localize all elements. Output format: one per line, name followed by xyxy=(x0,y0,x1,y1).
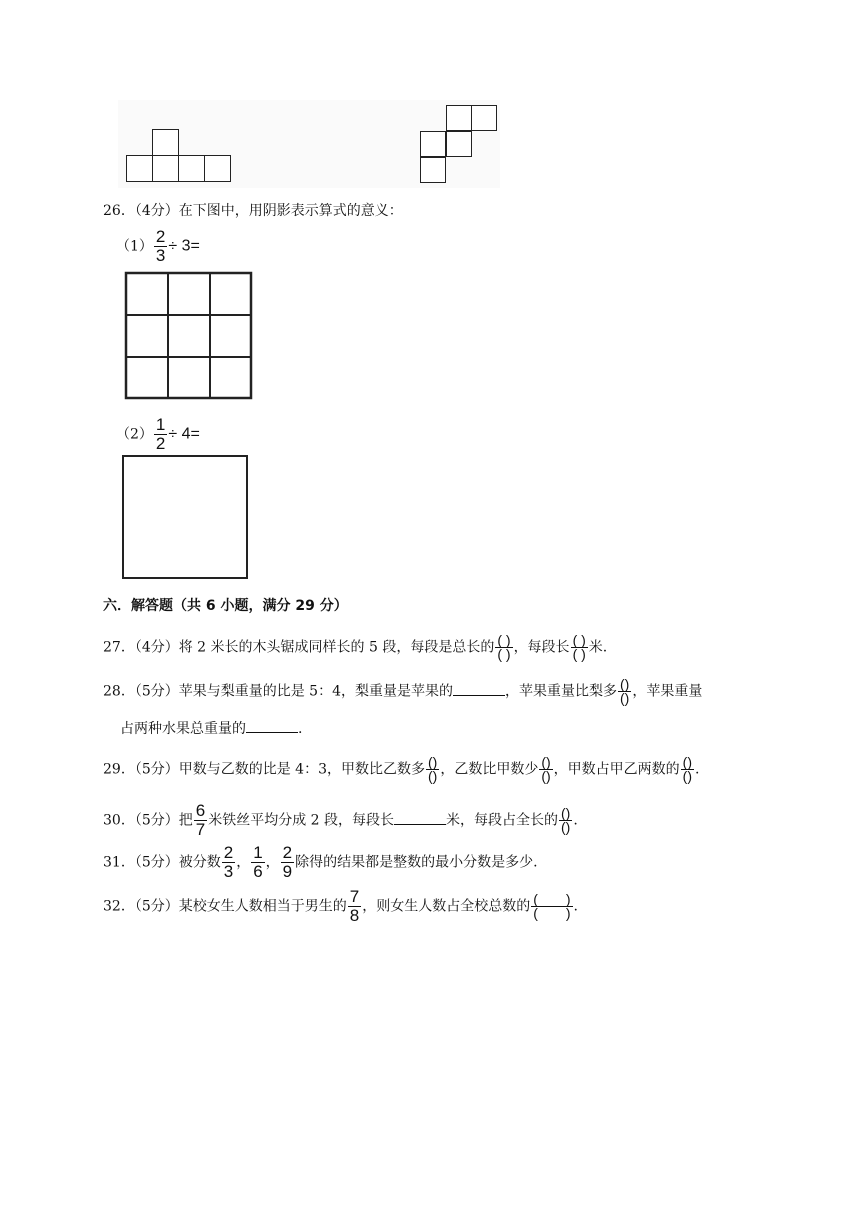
fraction-denominator: ( ) xyxy=(572,646,586,662)
q27-text: ，每段长 xyxy=(513,639,570,656)
q32-text: . xyxy=(573,898,578,915)
q30-answer-fraction[interactable] xyxy=(559,807,572,834)
q28-answer-blank-1[interactable] xyxy=(453,681,505,696)
q32-text: ，则女生人数占全校总数的 xyxy=(362,898,531,915)
q28-text: 占两种水果总重量的 xyxy=(120,721,246,737)
fraction-numerator: 2 xyxy=(282,843,293,862)
q29-answer-fraction-2[interactable] xyxy=(539,756,552,783)
section-heading: 六．解答题（共 6 小题，满分 29 分） xyxy=(103,598,348,614)
fraction-denominator: () xyxy=(682,768,692,784)
fraction-numerator: 2 xyxy=(223,843,234,862)
q29-answer-fraction-3[interactable] xyxy=(681,756,694,783)
net-right-cell xyxy=(446,131,472,157)
q31-text: 除得的结果都是整数的最小分数是多少. xyxy=(295,854,538,871)
net-right-cell xyxy=(420,131,446,157)
fraction-numerator: () xyxy=(561,805,571,821)
fraction-denominator: () xyxy=(541,768,551,784)
question-30 xyxy=(103,802,578,839)
fraction-denominator: ( ) xyxy=(497,646,511,662)
q26-part2-operation: ÷ 4= xyxy=(168,425,200,443)
q27-answer-fraction-1[interactable] xyxy=(495,634,512,661)
fraction-denominator: 3 xyxy=(223,862,234,881)
q29-text: ，乙数比甲数少 xyxy=(440,761,539,778)
q28-text: ，苹果重量比梨多 xyxy=(505,683,617,700)
net-right-cell xyxy=(446,105,472,131)
q26-part1-fraction xyxy=(154,228,167,265)
question-27 xyxy=(103,634,607,661)
fraction-numerator: ( ) xyxy=(533,891,571,907)
q26-part2-expression xyxy=(116,416,200,453)
fraction-denominator: 8 xyxy=(349,906,360,925)
q28-text: ，苹果重量 xyxy=(632,683,703,700)
net-left-cell xyxy=(204,155,231,182)
net-left-cell xyxy=(178,155,205,182)
question-32 xyxy=(103,888,578,925)
q26-part1-label: （1） xyxy=(116,238,153,255)
q27-text: 米. xyxy=(588,639,608,656)
net-left-cell xyxy=(126,155,153,182)
fraction-numerator: () xyxy=(620,676,630,692)
q29-text: 29．（5分）甲数与乙数的比是 4：3，甲数比乙数多 xyxy=(103,761,425,778)
q28-answer-blank-2[interactable] xyxy=(246,718,298,733)
q30-answer-blank[interactable] xyxy=(394,810,446,825)
q30-text: 30．（5分）把 xyxy=(103,812,193,829)
q30-text: 米铁丝平均分成 2 段，每段长 xyxy=(208,812,395,829)
fraction-denominator: () xyxy=(561,819,571,835)
fraction-numerator: ( ) xyxy=(572,632,586,648)
fraction-numerator: 1 xyxy=(253,843,263,862)
q26-part1-expression xyxy=(116,228,200,265)
fraction-numerator: () xyxy=(541,754,551,770)
q32-fraction xyxy=(348,888,361,925)
net-right-cell xyxy=(471,105,497,131)
fraction-numerator: 6 xyxy=(195,801,206,820)
question-26-heading: 26．（4分）在下图中，用阴影表示算式的意义： xyxy=(103,203,403,219)
q30-text: . xyxy=(573,812,578,829)
fraction-numerator: () xyxy=(682,754,692,770)
q26-part2-label: （2） xyxy=(116,426,153,443)
question-28-cont xyxy=(120,718,302,739)
q28-text: 28．（5分）苹果与梨重量的比是 5：4，梨重量是苹果的 xyxy=(103,683,453,700)
net-left-cell xyxy=(152,155,179,182)
q26-part2-fraction xyxy=(154,416,167,453)
q26-part1-operation: ÷ 3= xyxy=(168,237,200,255)
fraction-numerator: 7 xyxy=(349,887,360,906)
question-29 xyxy=(103,756,699,783)
q31-fraction-2 xyxy=(251,844,264,881)
fraction-denominator: ( ) xyxy=(533,905,571,921)
q32-answer-fraction[interactable] xyxy=(531,893,572,920)
fraction-numerator: 2 xyxy=(155,227,166,246)
question-31 xyxy=(103,844,538,881)
fraction-denominator: 3 xyxy=(155,246,166,265)
net-right-cell xyxy=(420,157,446,183)
q31-separator: ， xyxy=(236,854,251,871)
q28-text: . xyxy=(298,721,303,737)
q31-fraction-1 xyxy=(222,844,235,881)
q26-blank-square[interactable] xyxy=(122,455,248,579)
net-left-cell xyxy=(152,129,179,156)
q29-text: ，甲数占甲乙两数的 xyxy=(553,761,680,778)
fraction-numerator: ( ) xyxy=(497,632,511,648)
q31-text: 31．（5分）被分数 xyxy=(103,854,221,871)
q29-text: . xyxy=(694,761,700,778)
fraction-numerator: 1 xyxy=(155,415,166,434)
q31-separator: ， xyxy=(265,854,280,871)
q27-answer-fraction-2[interactable] xyxy=(571,634,588,661)
fraction-numerator: () xyxy=(428,754,438,770)
q26-grid-3x3[interactable] xyxy=(124,271,254,401)
q29-answer-fraction-1[interactable] xyxy=(426,756,439,783)
fraction-denominator: () xyxy=(428,768,438,784)
fraction-denominator: () xyxy=(620,690,630,706)
fraction-denominator: 7 xyxy=(195,820,206,839)
fraction-denominator: 6 xyxy=(253,862,263,881)
fraction-denominator: 2 xyxy=(155,434,166,453)
q32-text: 32．（5分）某校女生人数相当于男生的 xyxy=(103,898,347,915)
q30-fraction xyxy=(194,802,207,839)
q28-answer-fraction[interactable] xyxy=(618,678,631,705)
q31-fraction-3 xyxy=(281,844,294,881)
q27-text: 27．（4分）将 2 米长的木头锯成同样长的 5 段，每段是总长的 xyxy=(103,639,495,656)
question-28 xyxy=(103,678,702,705)
fraction-denominator: 9 xyxy=(282,862,293,881)
q30-text: 米，每段占全长的 xyxy=(446,812,559,829)
